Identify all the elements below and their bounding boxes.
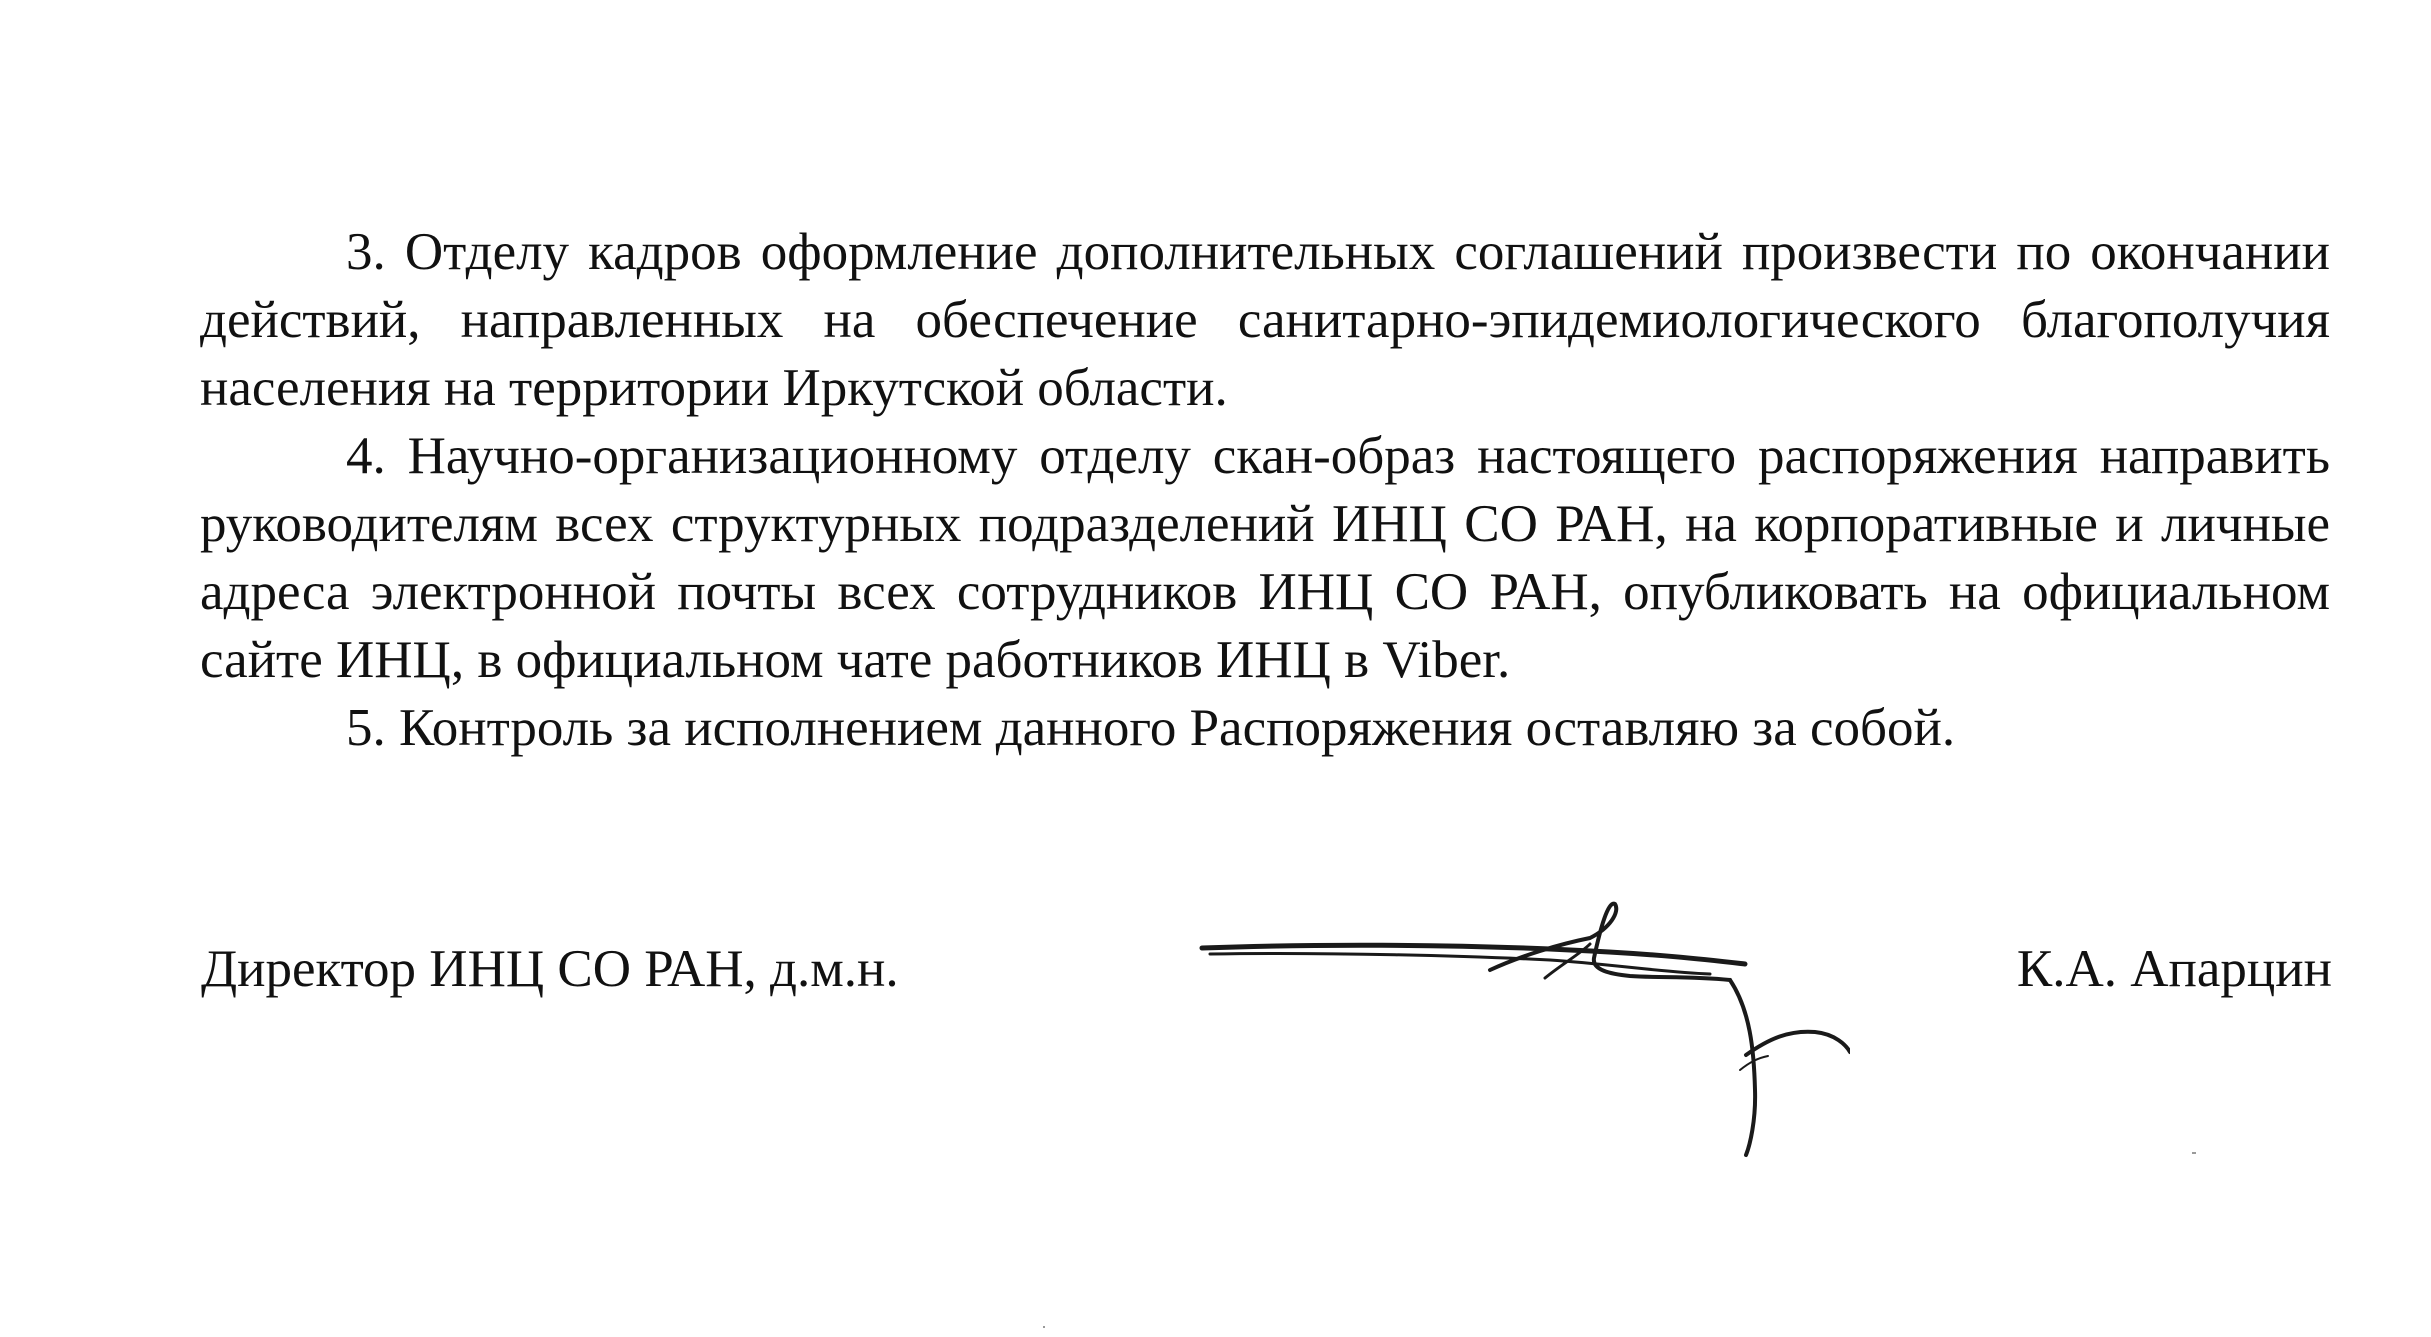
document-body [200,218,2330,762]
scan-speck [1043,1326,1045,1328]
paragraph-5: 5. Контроль за исполнением данного Распоряжения оставляю за собой. [346,699,1956,757]
paragraph-4: 4. Научно-организационному отделу скан-образ настоящего распоряжения направить руководителям всех структурных подразделений ИНЦ СО РАН, на корпоративные и личные адреса электронной почты всех сотрудников ИНЦ СО РАН, опубликовать на официальном сайте ИНЦ, в официальном чате работников ИНЦ в Viber. [200,427,2330,689]
scan-speck [2192,1152,2196,1154]
signatory-name: К.А. Апарцин [2016,940,2332,998]
signatory-title: Директор ИНЦ СО РАН, д.м.н. [201,940,899,998]
paragraph-3: 3. Отделу кадров оформление дополнительных соглашений произвести по окончании действий, направленных на обеспечение санитарно-эпидемиологического благополучия населения на территории Иркутской области. [200,223,2330,417]
handwritten-signature [1190,900,1850,1160]
